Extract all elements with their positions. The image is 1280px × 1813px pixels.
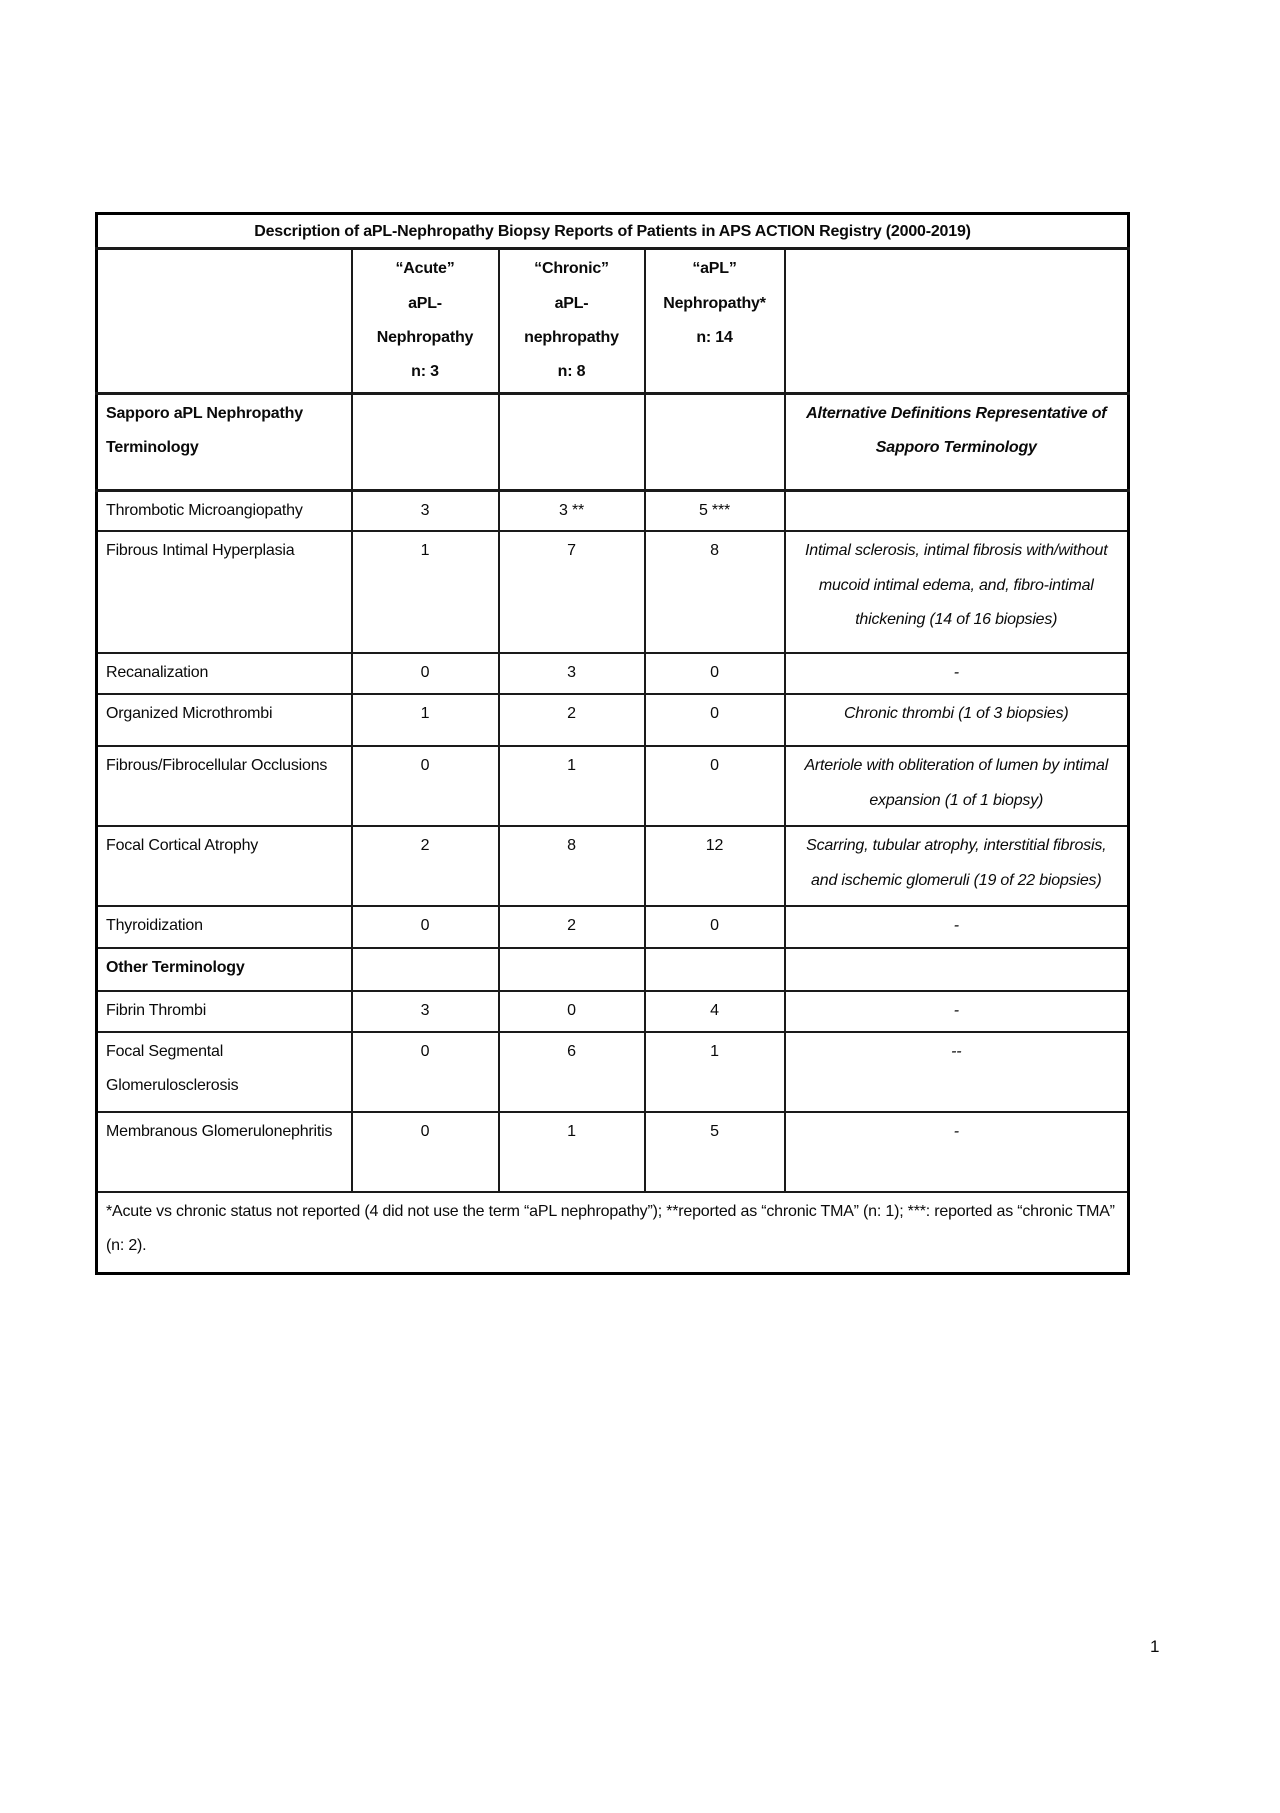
acute-count-cell: 0 [352,1112,499,1192]
apl-count-cell: 8 [645,531,785,653]
acute-count-cell [352,948,499,991]
chronic-count-cell [499,393,645,490]
alt-definition-cell [785,948,1129,991]
header-chronic-n: n: 8 [557,363,586,381]
acute-count-cell: 0 [352,906,499,948]
chronic-count-cell: 2 [499,906,645,948]
term-cell: Thrombotic Microangiopathy [97,490,352,531]
apl-count-cell: 4 [645,991,785,1031]
apl-count-cell: 0 [645,694,785,746]
header-apl-cell [645,249,785,394]
term-cell: Sapporo aPL Nephropathy Terminology [97,393,352,490]
header-chronic-name: aPL-nephropathy [524,294,619,346]
header-chronic-quote: “Chronic” [534,260,609,278]
chronic-count-cell: 6 [499,1032,645,1112]
chronic-count-cell: 3 ** [499,490,645,531]
apl-count-cell: 1 [645,1032,785,1112]
chronic-count-cell: 0 [499,991,645,1031]
acute-count-cell: 3 [352,490,499,531]
table-title-row [97,214,1129,249]
row-fibrous-intimal-hyperplasia [97,531,1129,653]
alt-definitions-header-cell: Alternative Definitions Representative of Sapporo Terminology [785,393,1129,490]
alt-definition-cell [785,490,1129,531]
term-cell: Focal Cortical Atrophy [97,826,352,906]
apl-count-cell [645,948,785,991]
term-cell: Membranous Glomerulonephritis [97,1112,352,1192]
chronic-count-cell: 1 [499,746,645,826]
alt-definition-cell: - [785,991,1129,1031]
header-chronic-cell [499,249,645,394]
row-focal-segmental-glomerulosclerosis [97,1032,1129,1112]
chronic-count-cell: 3 [499,653,645,694]
header-empty-cell [97,249,352,394]
header-apl-n: n: 14 [696,328,733,346]
apl-count-cell: 0 [645,653,785,694]
table-footnote: *Acute vs chronic status not reported (4 did not use the term “aPL nephropathy”); **reported as “chronic TMA” (n: 1); ***: reported as “chronic TMA” (n: 2). [97,1192,1129,1274]
row-sapporo-terminology [97,393,1129,490]
acute-count-cell: 0 [352,653,499,694]
term-cell: Fibrous Intimal Hyperplasia [97,531,352,653]
apl-count-cell: 0 [645,906,785,948]
row-fibrous-fibrocellular-occlusions [97,746,1129,826]
row-fibrin-thrombi [97,991,1129,1031]
alt-definition-cell: - [785,653,1129,694]
chronic-count-cell [499,948,645,991]
header-acute-quote: “Acute” [395,260,455,278]
apl-count-cell: 5 *** [645,490,785,531]
header-empty-cell [785,249,1129,394]
term-cell: Recanalization [97,653,352,694]
term-cell: Other Terminology [97,948,352,991]
acute-count-cell [352,393,499,490]
row-thyroidization [97,906,1129,948]
biopsy-report-table [95,212,1130,1275]
table-header-row [97,249,1129,394]
row-thrombotic-microangiopathy [97,490,1129,531]
acute-count-cell: 0 [352,1032,499,1112]
page-number: 1 [1150,1637,1160,1656]
alt-definition-cell: - [785,1112,1129,1192]
row-other-terminology-section [97,948,1129,991]
apl-count-cell [645,393,785,490]
term-cell: Organized Microthrombi [97,694,352,746]
alt-definition-cell: Chronic thrombi (1 of 3 biopsies) [785,694,1129,746]
acute-count-cell: 3 [352,991,499,1031]
apl-count-cell: 5 [645,1112,785,1192]
alt-definition-cell: - [785,906,1129,948]
apl-count-cell: 12 [645,826,785,906]
alt-definition-cell: Intimal sclerosis, intimal fibrosis with/without mucoid intimal edema, and, fibro-intimal thickening (14 of 16 biopsies) [785,531,1129,653]
acute-count-cell: 2 [352,826,499,906]
chronic-count-cell: 1 [499,1112,645,1192]
acute-count-cell: 0 [352,746,499,826]
table-footnote-row [97,1192,1129,1274]
term-cell: Thyroidization [97,906,352,948]
row-organized-microthrombi [97,694,1129,746]
acute-count-cell: 1 [352,531,499,653]
header-acute-name: aPL-Nephropathy [376,294,474,346]
chronic-count-cell: 8 [499,826,645,906]
chronic-count-cell: 7 [499,531,645,653]
row-focal-cortical-atrophy [97,826,1129,906]
term-cell: Fibrous/Fibrocellular Occlusions [97,746,352,826]
apl-count-cell: 0 [645,746,785,826]
row-membranous-glomerulonephritis [97,1112,1129,1192]
row-recanalization [97,653,1129,694]
table-title: Description of aPL-Nephropathy Biopsy Reports of Patients in APS ACTION Registry (2000-2019) [97,214,1129,249]
header-acute-cell [352,249,499,394]
header-acute-n: n: 3 [411,363,439,381]
alt-definition-cell: -- [785,1032,1129,1112]
alt-definition-cell: Arteriole with obliteration of lumen by intimal expansion (1 of 1 biopsy) [785,746,1129,826]
term-cell: Focal Segmental Glomerulosclerosis [97,1032,352,1112]
alt-definition-cell: Scarring, tubular atrophy, interstitial fibrosis, and ischemic glomeruli (19 of 22 biopsies) [785,826,1129,906]
header-apl-quote: “aPL” [692,260,737,278]
header-apl-name: Nephropathy* [663,294,766,312]
acute-count-cell: 1 [352,694,499,746]
term-cell: Fibrin Thrombi [97,991,352,1031]
chronic-count-cell: 2 [499,694,645,746]
